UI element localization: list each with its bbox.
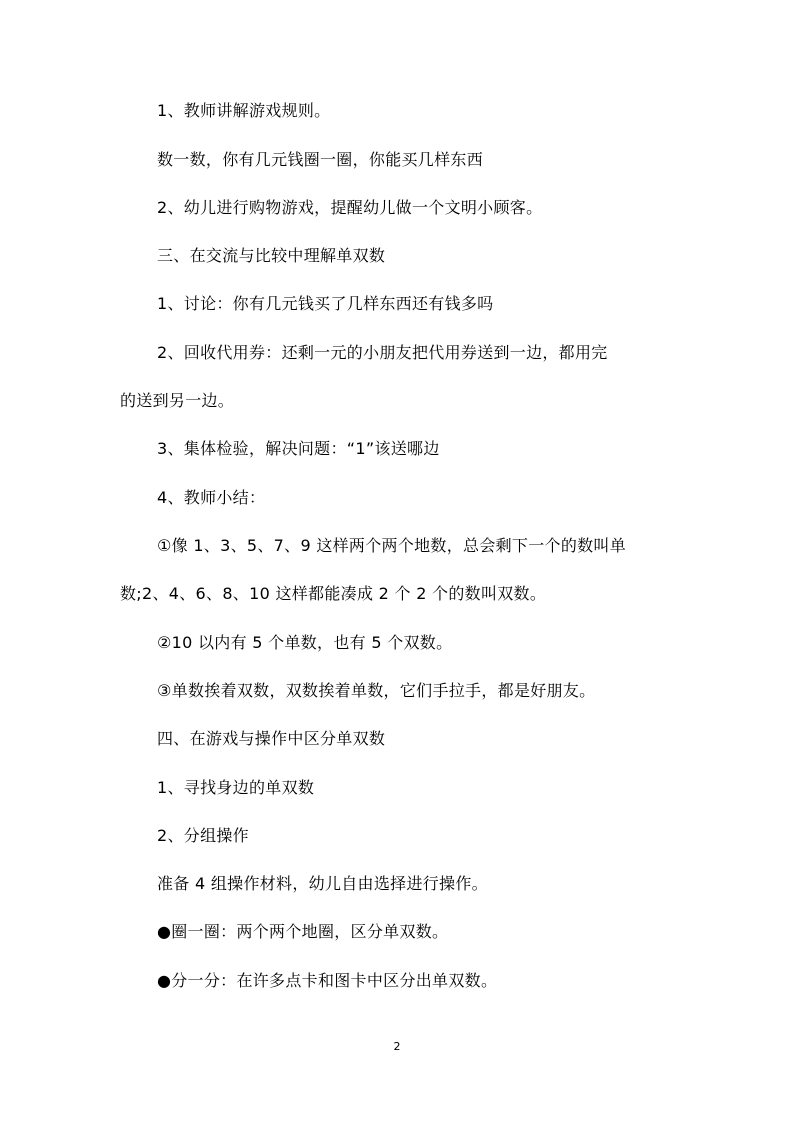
text-line: 数一数，你有几元钱圈一圈，你能买几样东西: [157, 150, 484, 169]
text-line: 1、教师讲解游戏规则。: [157, 101, 331, 120]
text-line: ②10 以内有 5 个单数，也有 5 个双数。: [157, 633, 453, 652]
text-line: 4、教师小结：: [157, 488, 266, 507]
text-line: 数;2、4、6、8、10 这样都能凑成 2 个 2 个的数叫双数。: [120, 584, 547, 603]
text-line: ③单数挨着双数，双数挨着单数，它们手拉手，都是好朋友。: [157, 681, 596, 700]
section-heading: 四、在游戏与操作中区分单双数: [157, 729, 386, 748]
text-line: 2、分组操作: [157, 826, 249, 845]
text-line: 准备 4 组操作材料，幼儿自由选择进行操作。: [157, 874, 488, 893]
bullet-item: ●分一分：在许多点卡和图卡中区分出单双数。: [157, 971, 498, 990]
section-heading: 三、在交流与比较中理解单双数: [157, 246, 386, 265]
text-line: 2、幼儿进行购物游戏，提醒幼儿做一个文明小顾客。: [157, 198, 543, 217]
page-number: 2: [393, 1040, 401, 1053]
text-line: 2、回收代用券：还剩一元的小朋友把代用券送到一边，都用完: [157, 343, 608, 362]
text-line: 的送到另一边。: [120, 391, 235, 410]
text-line: ①像 1、3、5、7、9 这样两个两个地数，总会剩下一个的数叫单: [157, 536, 627, 555]
bullet-item: ●圈一圈：两个两个地圈，区分单双数。: [157, 922, 449, 941]
text-line: 1、寻找身边的单双数: [157, 778, 315, 797]
text-line: 3、集体检验，解决问题：“1”该送哪边: [157, 439, 440, 458]
text-line: 1、讨论：你有几元钱买了几样东西还有钱多吗: [157, 294, 494, 313]
